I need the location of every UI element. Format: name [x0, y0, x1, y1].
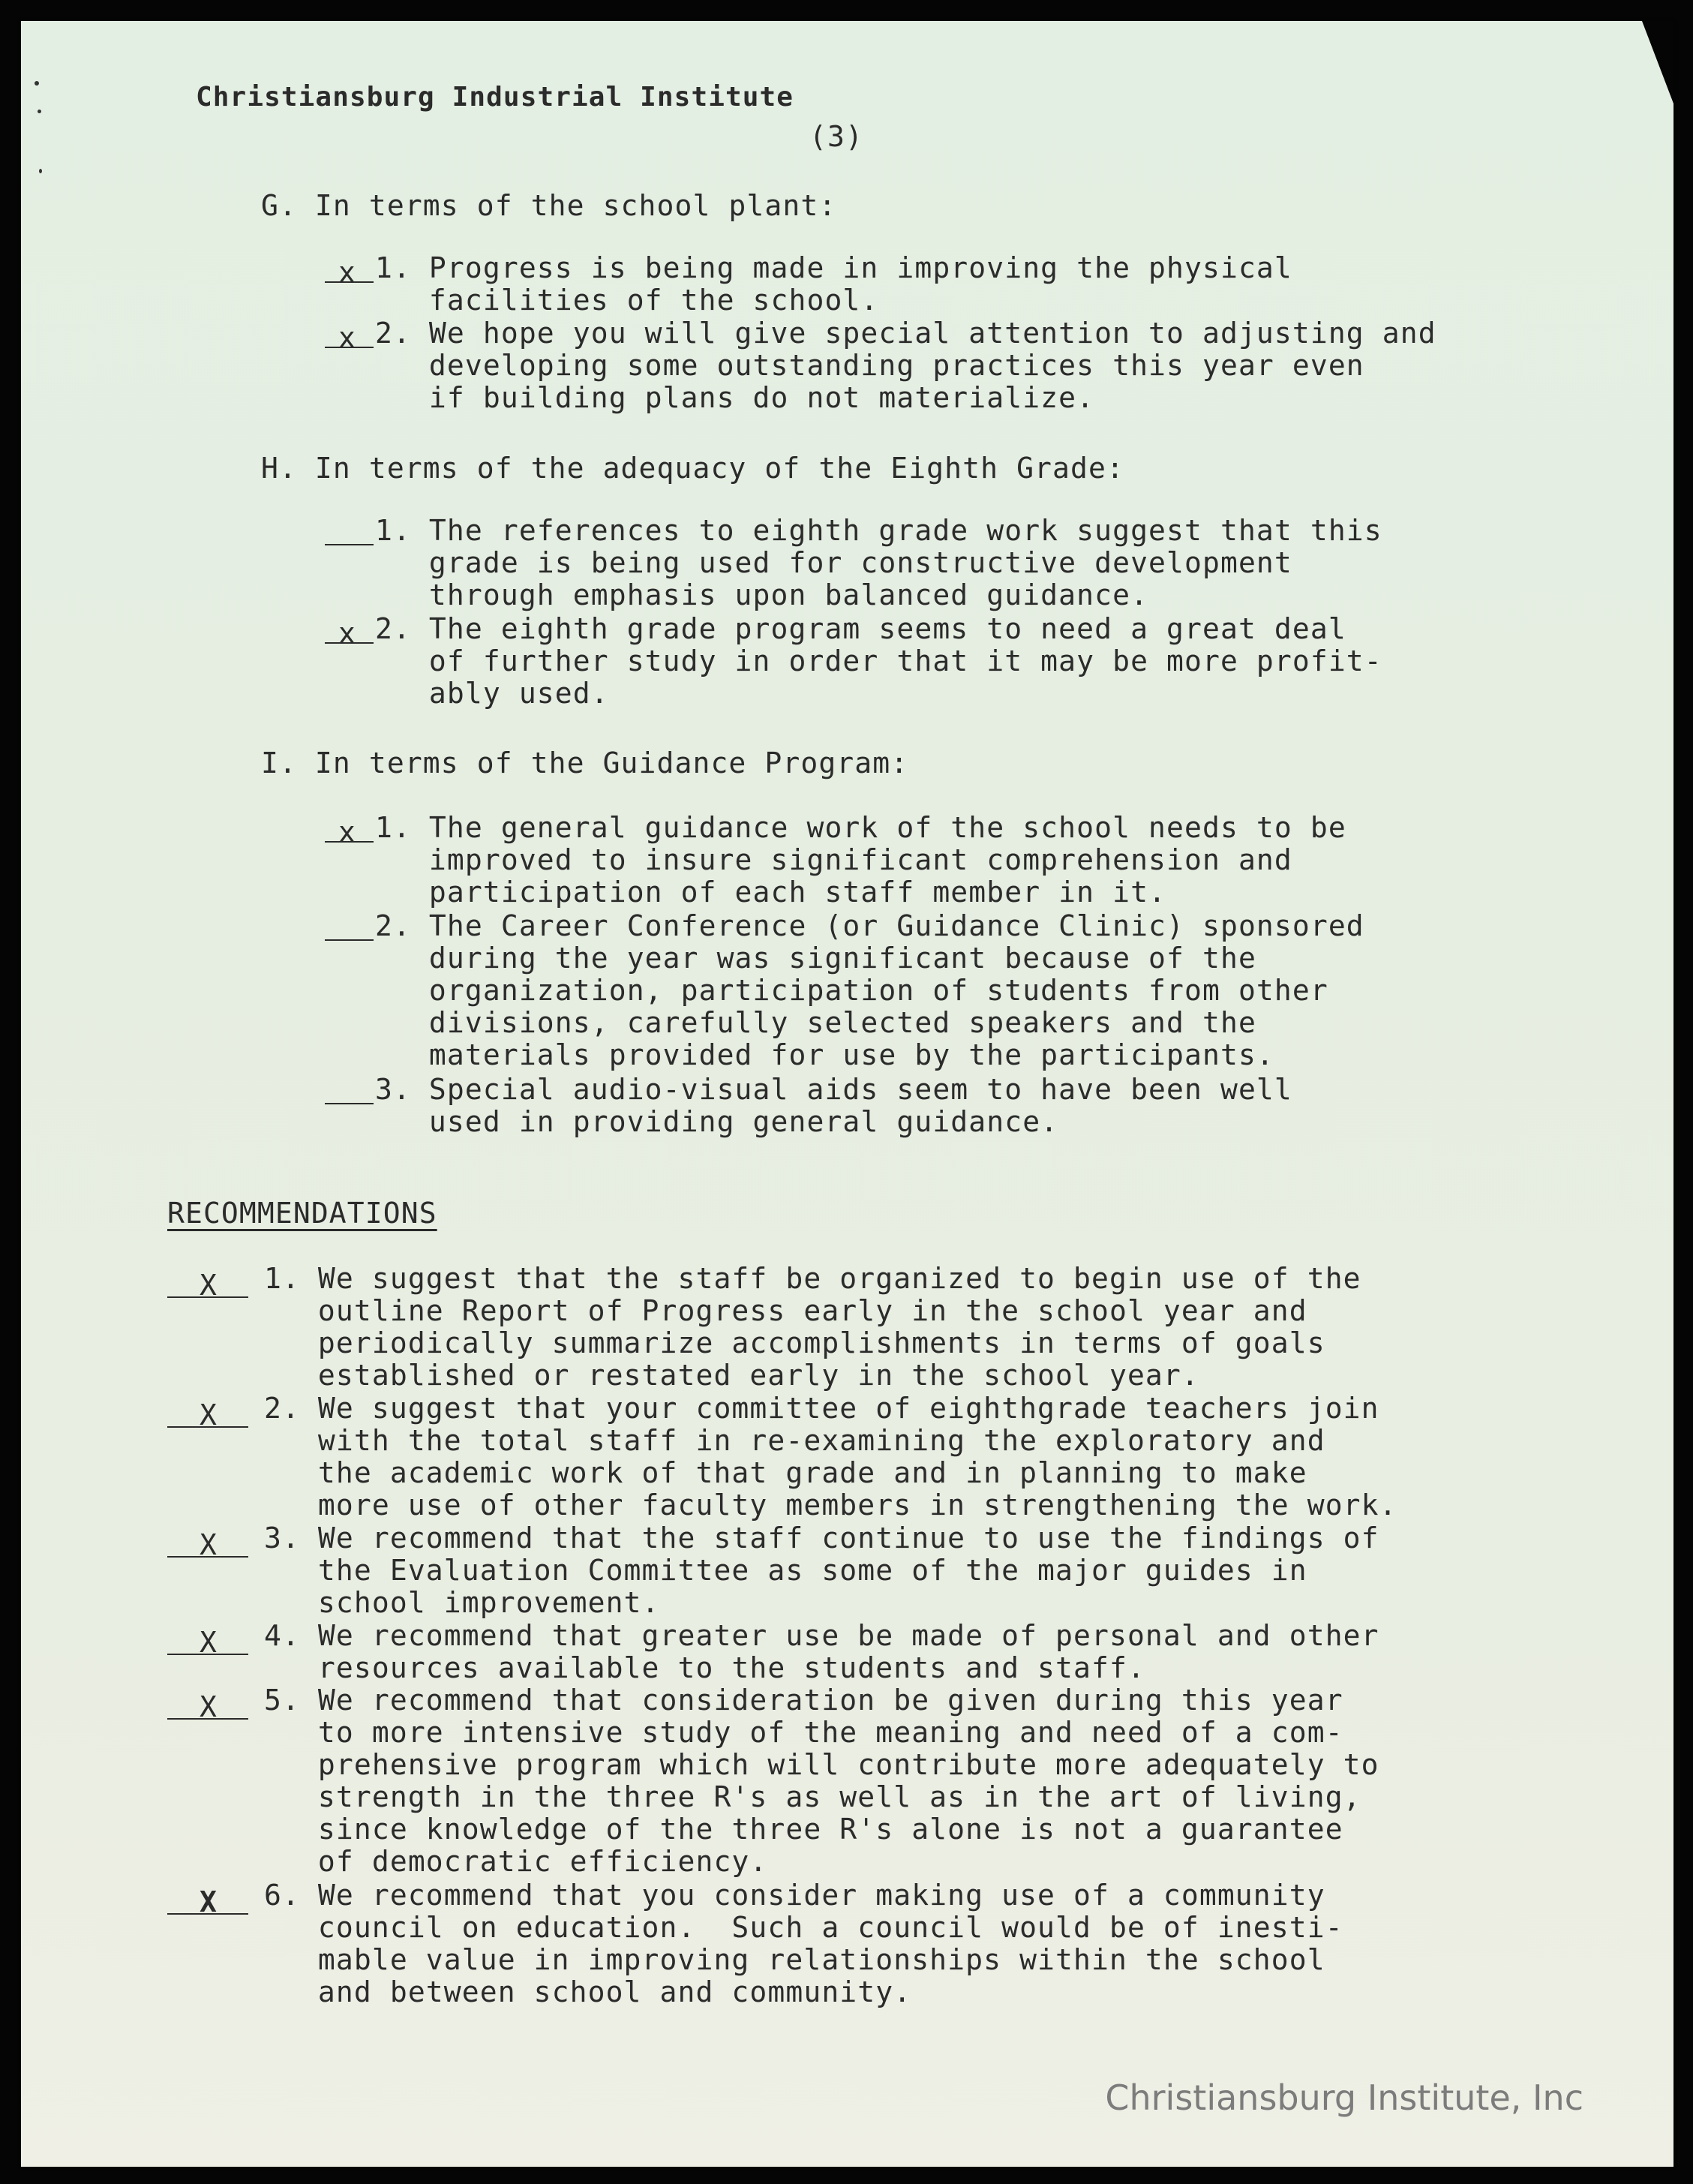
check-mark: x	[338, 617, 356, 650]
section-heading-h: H. In terms of the adequacy of the Eighth Grade:	[261, 452, 1124, 485]
margin-mark	[39, 169, 42, 173]
recommendation-4: 4. We recommend that greater use be made of personal and other resources available to the students and staff.	[264, 1619, 1379, 1684]
recommendation-3: 3. We recommend that the staff continue to use the findings of the Evaluation Committee as some of the major guides in school improvement.	[264, 1522, 1379, 1619]
check-mark: X	[200, 1885, 217, 1918]
section-i-item-2: 2. The Career Conference (or Guidance Clinic) sponsored during the year was significant because of the organization, participation of students from other divisions, carefully selected speakers and the materials provided for use by the participants.	[375, 909, 1364, 1071]
recommendation-6: 6. We recommend that you consider making use of a community council on education. Such a council would be of inesti- mable value in improving relationships within the school and between school and community.	[264, 1879, 1343, 2008]
check-mark: x	[338, 256, 356, 289]
institution-header: Christiansburg Industrial Institute	[196, 82, 794, 113]
margin-mark	[35, 81, 39, 86]
check-mark: X	[200, 1690, 217, 1723]
recommendations-title: RECOMMENDATIONS	[167, 1197, 437, 1230]
check-mark: X	[200, 1269, 217, 1302]
folded-corner	[1642, 21, 1673, 104]
margin-mark	[38, 110, 41, 113]
check-mark: X	[200, 1528, 217, 1561]
section-g-item-2: 2. We hope you will give special attention to adjusting and developing some outstanding practices this year even if building plans do not materialize.	[375, 317, 1436, 414]
page-number: (3)	[809, 120, 863, 153]
section-heading-i: I. In terms of the Guidance Program:	[261, 747, 909, 780]
section-g-item-1: 1. Progress is being made in improving the physical facilities of the school.	[375, 251, 1292, 317]
section-h-item-1: 1. The references to eighth grade work suggest that this grade is being used for constructive development through emphasis upon balanced guidance.	[375, 514, 1382, 611]
check-line	[325, 544, 374, 545]
check-mark: X	[200, 1398, 217, 1431]
recommendation-1: 1. We suggest that the staff be organized to begin use of the outline Report of Progress early in the school year and periodically summarize accomplishments in terms of goals established or restated early in the school year.	[264, 1262, 1361, 1392]
recommendation-5: 5. We recommend that consideration be given during this year to more intensive study of the meaning and need of a com- prehensive program which will contribute more adequately to strength in the three R's as well as in the art of living, since knowledge of the three R's alone is not a guarantee of democratic efficiency.	[264, 1684, 1379, 1878]
recommendation-2: 2. We suggest that your committee of eighthgrade teachers join with the total staff in re-examining the exploratory and the academic work of that grade and in planning to make more use of other faculty members in strengthening the work.	[264, 1392, 1397, 1522]
check-mark: x	[338, 321, 356, 354]
watermark: Christiansburg Institute, Inc	[1105, 2077, 1583, 2118]
section-heading-g: G. In terms of the school plant:	[261, 189, 837, 222]
check-line	[325, 939, 374, 941]
section-i-item-1: 1. The general guidance work of the school needs to be improved to insure significant comprehension and participation of each staff member in it.	[375, 811, 1346, 909]
section-i-item-3: 3. Special audio-visual aids seem to have been well used in providing general guidance.	[375, 1073, 1292, 1138]
section-h-item-2: 2. The eighth grade program seems to need a great deal of further study in order that it may be more profit- ably used.	[375, 612, 1382, 710]
check-mark: x	[338, 816, 356, 849]
document-page	[21, 21, 1673, 2167]
check-line	[325, 1103, 374, 1104]
check-mark: X	[200, 1626, 217, 1659]
